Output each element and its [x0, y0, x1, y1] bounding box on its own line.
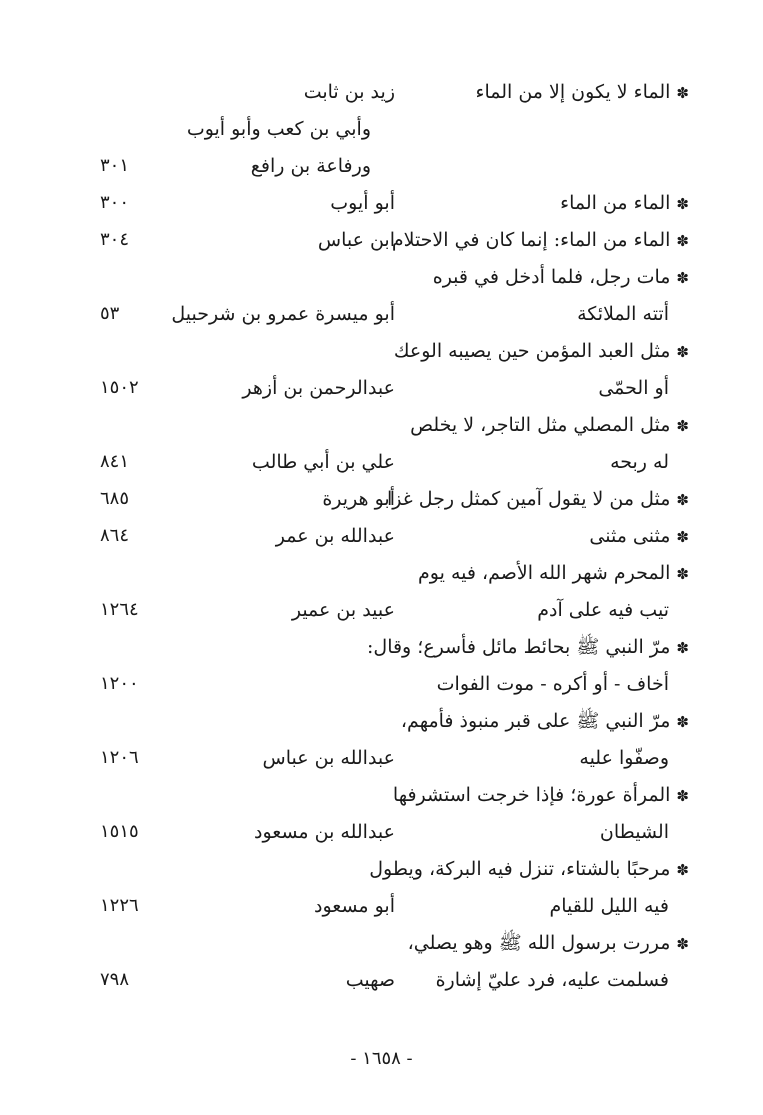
- hadith-number: ٧٩٨: [100, 969, 130, 990]
- entry-asterisk-icon: ✽: [676, 84, 689, 102]
- hadith-incipit: [408, 925, 689, 962]
- narrator-name: أبو ميسرة عمرو بن شرحبيل: [171, 303, 395, 325]
- hadith-number: ١٢٢٦: [100, 895, 139, 916]
- narrator-name: عبدالله بن مسعود: [254, 821, 395, 843]
- entry-asterisk-icon: ✽: [676, 639, 689, 657]
- hadith-text: فيه الليل للقيام: [549, 895, 669, 917]
- hadith-text: تيب فيه على آدم: [537, 599, 669, 621]
- entry-asterisk-icon: ✽: [676, 935, 689, 953]
- entry-asterisk-icon: ✽: [676, 195, 689, 213]
- narrator-name: ورفاعة بن رافع: [250, 155, 371, 177]
- entry-asterisk-icon: ✽: [676, 861, 689, 879]
- index-entry: [0, 74, 763, 110]
- hadith-number: ١٢٦٤: [100, 599, 139, 620]
- entry-asterisk-icon: ✽: [676, 417, 689, 435]
- narrator-name: صهيب: [345, 969, 395, 991]
- index-entry: [0, 185, 763, 221]
- hadith-number: ١٢٠٦: [100, 747, 139, 768]
- hadith-text: وصفّوا عليه: [579, 747, 669, 769]
- hadith-number: ١٥١٥: [100, 821, 139, 842]
- hadith-text: الشيطان: [599, 821, 669, 843]
- narrator-name: عبيد بن عمير: [291, 599, 395, 621]
- hadith-text: له ربحه: [610, 451, 669, 473]
- index-entry: [0, 666, 763, 702]
- hadith-number: ١٥٠٢: [100, 377, 139, 398]
- hadith-incipit: [410, 407, 689, 444]
- entry-asterisk-icon: ✽: [676, 713, 689, 731]
- hadith-text: فسلمت عليه، فرد عليّ إشارة: [435, 969, 669, 991]
- hadith-incipit: [589, 518, 689, 555]
- index-entry: [0, 629, 763, 665]
- hadith-text: مررت برسول الله ﷺ وهو يصلي،: [407, 932, 671, 954]
- hadith-text: مثل من لا يقول آمين كمثل رجل غزا: [387, 488, 671, 510]
- hadith-number: ١٢٠٠: [100, 673, 139, 694]
- hadith-text: مات رجل، فلما أدخل في قبره: [432, 266, 671, 288]
- index-entry: [0, 814, 763, 850]
- index-entry: [0, 370, 763, 406]
- index-entry: [0, 592, 763, 628]
- entry-asterisk-icon: ✽: [676, 269, 689, 287]
- index-entry: [0, 407, 763, 443]
- hadith-incipit: [394, 333, 689, 370]
- index-entry: [0, 925, 763, 961]
- hadith-text: أتته الملائكة: [577, 303, 669, 325]
- hadith-incipit: [433, 259, 689, 296]
- hadith-incipit: [393, 777, 689, 814]
- hadith-incipit: [369, 851, 689, 888]
- narrator-name: أبو مسعود: [314, 895, 395, 917]
- hadith-number: ٨٤١: [100, 451, 130, 472]
- hadith-number: ٣٠٤: [100, 229, 130, 250]
- index-entry: [0, 703, 763, 739]
- hadith-incipit: [392, 222, 689, 259]
- narrator-name: عبدالله بن عمر: [275, 525, 395, 547]
- hadith-text: أو الحمّى: [598, 377, 669, 399]
- narrator-name: عبدالرحمن بن أزهر: [242, 377, 395, 399]
- index-entry: [0, 555, 763, 591]
- entry-asterisk-icon: ✽: [676, 491, 689, 509]
- index-entry: [0, 259, 763, 295]
- index-entry: [0, 851, 763, 887]
- hadith-text: مرّ النبي ﷺ بحائط مائل فأسرع؛ وقال:: [366, 636, 671, 658]
- index-entry: [0, 444, 763, 480]
- hadith-continuation: [549, 888, 669, 924]
- index-entry: [0, 481, 763, 517]
- hadith-text: الماء لا يكون إلا من الماء: [475, 81, 671, 103]
- hadith-continuation: [577, 296, 669, 332]
- index-entry: [0, 777, 763, 813]
- index-entry: [0, 111, 763, 147]
- hadith-number: ٣٠٠: [100, 192, 130, 213]
- hadith-continuation: [610, 444, 669, 480]
- hadith-text: مرّ النبي ﷺ على قبر منبوذ فأمهم،: [400, 710, 671, 732]
- hadith-text: مثل العبد المؤمن حين يصيبه الوعك: [393, 340, 671, 362]
- hadith-number: ٨٦٤: [100, 525, 130, 546]
- hadith-text: المرأة عورة؛ فإذا خرجت استشرفها: [392, 784, 671, 806]
- hadith-number: ٦٨٥: [100, 488, 130, 509]
- entry-asterisk-icon: ✽: [676, 565, 689, 583]
- narrator-name: أبو أيوب: [330, 192, 395, 214]
- index-entry: [0, 888, 763, 924]
- entry-asterisk-icon: ✽: [676, 232, 689, 250]
- entry-asterisk-icon: ✽: [676, 343, 689, 361]
- hadith-continuation: [598, 370, 669, 406]
- index-entry: [0, 296, 763, 332]
- page-number: - ١٦٥٨ -: [350, 1048, 413, 1069]
- index-entry: [0, 740, 763, 776]
- hadith-incipit: [476, 74, 689, 111]
- hadith-continuation: [537, 592, 669, 628]
- hadith-incipit: [401, 703, 689, 740]
- hadith-continuation: [579, 740, 669, 776]
- index-entry: [0, 222, 763, 258]
- index-entry: [0, 333, 763, 369]
- hadith-incipit: [560, 185, 689, 222]
- index-entry: [0, 518, 763, 554]
- hadith-incipit: [387, 481, 689, 518]
- index-entry: [0, 962, 763, 998]
- hadith-continuation: [600, 814, 669, 850]
- hadith-text: مثل المصلي مثل التاجر، لا يخلص: [410, 414, 671, 436]
- narrator-name: وأبي بن كعب وأبو أيوب: [186, 118, 371, 140]
- hadith-continuation: [437, 666, 669, 702]
- entry-asterisk-icon: ✽: [676, 787, 689, 805]
- index-entry: [0, 148, 763, 184]
- hadith-text: الماء من الماء: إنما كان في الاحتلام: [391, 229, 671, 251]
- hadith-text: الماء من الماء: [560, 192, 671, 214]
- hadith-continuation: [436, 962, 669, 998]
- hadith-text: مرحبًا بالشتاء، تنزل فيه البركة، ويطول: [369, 858, 671, 880]
- narrator-name: زيد بن ثابت: [303, 81, 395, 103]
- narrator-name: ابن عباس: [317, 229, 395, 251]
- hadith-incipit: [418, 555, 689, 592]
- hadith-text: مثنى مثنى: [589, 525, 671, 547]
- hadith-number: ٣٠١: [100, 155, 130, 176]
- narrator-name: أبو هريرة: [322, 488, 395, 510]
- hadith-incipit: [367, 629, 689, 666]
- hadith-text: المحرم شهر الله الأصم، فيه يوم: [418, 562, 671, 584]
- hadith-number: ٥٣: [100, 303, 120, 324]
- narrator-name: علي بن أبي طالب: [251, 451, 395, 473]
- hadith-text: أخاف - أو أكره - موت الفوات: [436, 673, 669, 695]
- entry-asterisk-icon: ✽: [676, 528, 689, 546]
- narrator-name: عبدالله بن عباس: [262, 747, 395, 769]
